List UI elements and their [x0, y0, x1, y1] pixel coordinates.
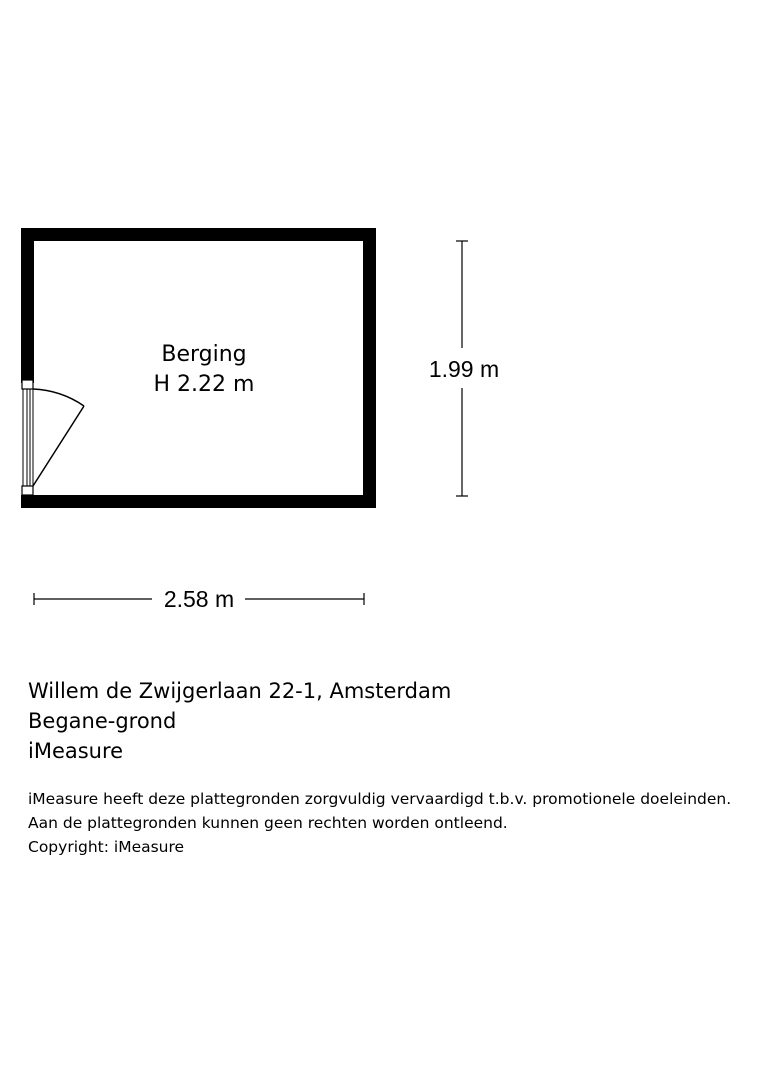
- property-info: [28, 676, 753, 766]
- room-name: Berging: [161, 342, 247, 367]
- dimension-vertical-label: 1.99 m: [428, 356, 500, 382]
- dimension-horizontal-label: 2.58 m: [163, 586, 235, 612]
- door-leaf: [33, 406, 84, 486]
- room-wall: [28, 235, 370, 502]
- company-name: iMeasure: [28, 739, 124, 763]
- door-swing-arc: [33, 389, 84, 406]
- room-height: H 2.22 m: [153, 372, 255, 397]
- door-jamb-top: [22, 380, 33, 389]
- disclaimer-line: Aan de plattegronden kunnen geen rechten worden ontleend.: [28, 814, 508, 832]
- door-opening: [20, 383, 36, 495]
- address: Willem de Zwijgerlaan 22-1, Amsterdam: [28, 679, 452, 703]
- floor-name: Begane-grond: [28, 709, 177, 733]
- disclaimer: [28, 787, 758, 859]
- door-jamb-bottom: [22, 486, 33, 495]
- disclaimer-line: iMeasure heeft deze plattegronden zorgvuldig vervaardigd t.b.v. promotionele doeleinden.: [28, 790, 732, 808]
- copyright: Copyright: iMeasure: [28, 838, 185, 856]
